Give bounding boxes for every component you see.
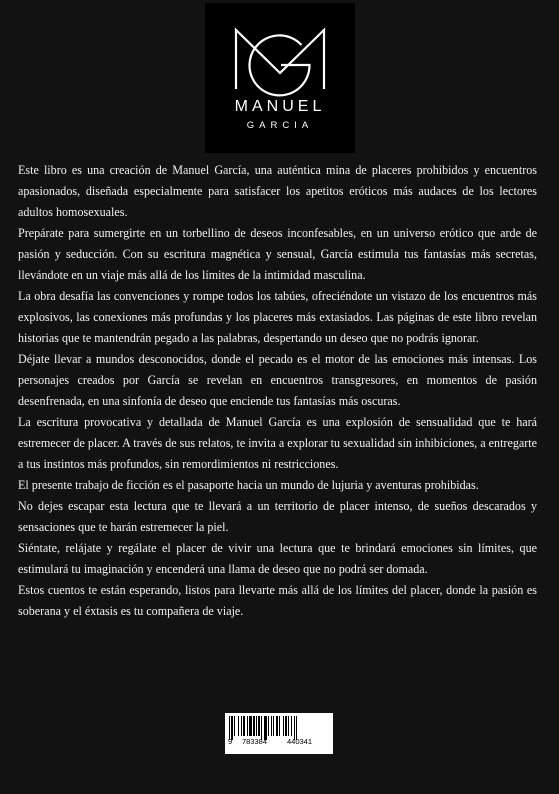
barcode-bar (268, 716, 269, 736)
barcode-bar (249, 716, 252, 736)
barcode-bar (279, 716, 280, 736)
paragraph: Siéntate, relájate y regálate el placer de vivir una lectura que te brindará emociones sin límites, que estimulará tu imaginación y encenderá una llama de deseo que no podrá ser domada. (18, 541, 537, 576)
barcode-bar (234, 716, 235, 736)
barcode-digit-first: 9 (228, 737, 233, 746)
barcode-bar (238, 716, 239, 736)
barcode-bar (243, 716, 245, 736)
barcode-bar (276, 716, 278, 736)
barcode-bar (283, 716, 284, 736)
barcode-bar (271, 716, 272, 736)
barcode-bar (273, 716, 274, 736)
paragraph: Prepárate para sumergirte en un torbellino de deseos inconfesables, en un universo erótico que arde de pasión y seducción. Con su escritura magnética y sensual, García estimula tus fantasías más secretas, llevándote en un viaje más allá de los límites de la intimidad masculina. (18, 226, 537, 282)
logo-first-name: MANUEL (234, 98, 326, 115)
barcode-bar (247, 716, 248, 736)
barcode-bar (285, 716, 287, 736)
isbn-barcode (225, 713, 333, 754)
barcode-bar (258, 716, 260, 736)
paragraph: Estos cuentos te están esperando, listos para llevarte más allá de los límites del placer, donde la pasión es soberana y el éxtasis es tu compañera de viaje. (18, 583, 537, 618)
barcode-bars-icon (225, 713, 333, 754)
paragraph: La obra desafía las convenciones y rompe todos los tabúes, ofreciéndote un vistazo de los encuentros más explosivos, las conexiones más profundas y los placeres más extasiados. Las páginas de este libro revelan historias que te mantendrán pegado a las palabras, despertando un deseo que no podrás ignorar. (18, 289, 537, 345)
barcode-bar (288, 716, 289, 736)
paragraph: El presente trabajo de ficción es el pasaporte hacia un mundo de lujuria y aventuras prohibidas. (18, 478, 479, 492)
back-cover-text (18, 160, 537, 622)
logo-last-name: GARCIA (246, 120, 314, 131)
paragraph: Déjate llevar a mundos desconocidos, donde el pecado es el motor de las emociones más intensas. Los personajes creados por García se revelan en encuentros transgresores, en momentos de pasión desenfrenada, en una sinfonía de deseo que enciende tus fantasías más oscuras. (18, 352, 537, 408)
paragraph: Este libro es una creación de Manuel García, una auténtica mina de placeres prohibidos y encuentros apasionados, diseñada especialmente para satisfacer los apetitos eróticos más audaces de los lectores adultos homosexuales. (18, 163, 537, 219)
author-logo (205, 3, 355, 153)
barcode-bar (241, 716, 242, 736)
paragraph: La escritura provocativa y detallada de Manuel García es una explosión de sensualidad que te hará estremecer de placer. A través de sus relatos, te invita a explorar tu sexualidad sin inhibiciones, a entregarte a tus instintos más profundos, sin remordimientos ni restricciones. (18, 415, 537, 471)
barcode-bar (253, 716, 255, 736)
barcode-digits-right: 440341 (287, 737, 313, 746)
barcode-bar (256, 716, 257, 736)
barcode-bar (291, 716, 292, 736)
barcode-digits-left: 783384 (242, 737, 268, 746)
paragraph: No dejes escapar esta lectura que te llevará a un territorio de placer intenso, de sueños descarados y sensaciones que te harán estremecer la piel. (18, 499, 537, 534)
